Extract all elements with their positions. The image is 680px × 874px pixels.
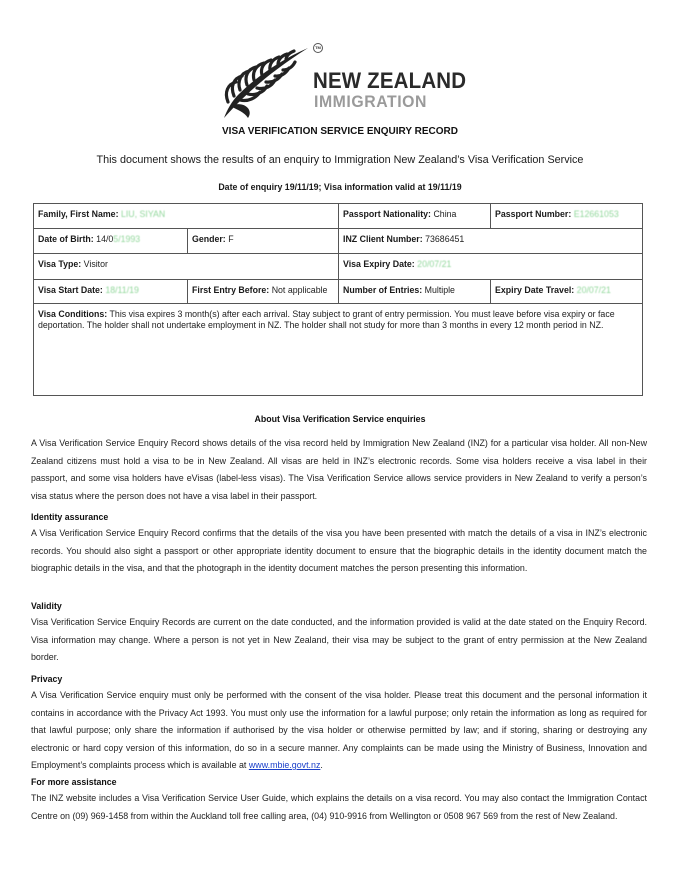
number-of-entries-cell (339, 280, 491, 304)
visa-start-date-cell (34, 280, 188, 304)
first-entry-before-value: Not applicable (271, 285, 328, 295)
visa-expiry-date-value: 20/07/21 (417, 259, 452, 269)
visa-conditions-value: This visa expires 3 month(s) after each arrival. Stay subject to grant of entry permission. You must leave before visa expiry or face deportation. The holder shall not undertake employment in NZ. The holder shall not study for more than 3 months in every 12 month period in NZ. (38, 309, 615, 330)
visa-type-label: Visa Type: (38, 259, 82, 269)
family-first-name-label: Family, First Name: (38, 209, 119, 219)
identity-assurance-heading: Identity assurance (31, 512, 109, 522)
visa-type-value: Visitor (83, 259, 108, 269)
passport-nationality-cell (339, 204, 491, 229)
visa-conditions-label: Visa Conditions: (38, 309, 108, 319)
about-intro-paragraph: A Visa Verification Service Enquiry Record shows details of the visa record held by Immigration New Zealand (INZ) for a particular visa holder. All non-New Zealand citizens must hold a visa to be in New Zealand. All visas are held in INZ’s electronic records. Some visa holders receive a visa label in their passport, and some visa holders have eVisas (label-less visas). The Visa Verification Service allows service providers in New Zealand to verify a person’s visa status where the person does not have a visa label in their passport. (31, 438, 647, 501)
first-entry-before-cell (188, 280, 339, 304)
privacy-heading: Privacy (31, 674, 63, 684)
mbie-link[interactable]: www.mbie.govt.nz (248, 760, 321, 770)
number-of-entries-label: Number of Entries: (343, 285, 423, 295)
number-of-entries-value: Multiple (424, 285, 455, 295)
family-first-name-value: LIU, SIYAN (120, 209, 166, 219)
visa-record-table (33, 203, 643, 396)
privacy-text: A Visa Verification Service enquiry must only be performed with the consent of the visa holder. Please treat this document and the personal information it contains in accordance with the Privacy Act 1993. You must only use the information for a lawful purpose; only retain the information as long as required for that lawful purpose; only share the information if authorised by the visa holder or otherwise permitted by law; and if storing, sharing or destroying any electronic or hard copy version of this information, do so in a secure manner. Any complaints can be made using the Ministry of Business, Innovation and Employment’s complaints process which is available at (31, 690, 647, 770)
inz-client-number-value: 73686451 (425, 234, 465, 244)
passport-number-cell (491, 204, 642, 229)
visa-conditions-cell (34, 304, 642, 395)
visa-type-cell (34, 254, 339, 280)
inz-client-number-cell (339, 229, 642, 254)
inz-client-number-label: INZ Client Number: (343, 234, 423, 244)
expiry-date-travel-value: 20/07/21 (576, 285, 611, 295)
passport-number-value: E12661053 (573, 209, 619, 219)
gender-cell (188, 229, 339, 254)
logo-line-new-zealand: NEW ZEALAND (313, 68, 467, 93)
date-of-birth-value-redacted: 5/1993 (113, 234, 141, 244)
identity-assurance-paragraph: A Visa Verification Service Enquiry Record confirms that the details of the visa you have been presented with match the details of a visa in INZ’s electronic records. You should also sight a passport or other appropriate identity document to ensure that the biographic details in the identity document match the biographic details in the visa, and that the photograph in the identity document matches the person presenting this information. (31, 528, 647, 573)
family-first-name-cell (34, 204, 339, 229)
visa-expiry-date-label: Visa Expiry Date: (343, 259, 415, 269)
more-assistance-heading: For more assistance (31, 777, 117, 787)
date-of-birth-label: Date of Birth: (38, 234, 94, 244)
validity-heading: Validity (31, 601, 62, 611)
date-of-birth-value: 14/0 (96, 234, 114, 244)
document-title: VISA VERIFICATION SERVICE ENQUIRY RECORD (222, 126, 458, 137)
gender-label: Gender: (192, 234, 226, 244)
visa-expiry-date-cell (339, 254, 642, 280)
document-subtitle: This document shows the results of an enquiry to Immigration New Zealand’s Visa Verification Service (96, 154, 584, 166)
more-assistance-paragraph: The INZ website includes a Visa Verification Service User Guide, which explains the details on a visa record. You may also contact the Immigration Contact Centre on (09) 969-1458 from within the Auckland toll free calling area, (04) 910-9916 from Wellington or 0508 967 569 from the rest of New Zealand. (31, 793, 647, 821)
trademark-symbol: TM (313, 43, 323, 53)
validity-paragraph: Visa Verification Service Enquiry Records are current on the date conducted, and the information provided is valid at the date stated on the Enquiry Record. Visa information may change. Where a person is not yet in New Zealand, their visa may be subject to the grant of entry permission at the New Zealand border. (31, 617, 647, 662)
first-entry-before-label: First Entry Before: (192, 285, 270, 295)
passport-nationality-value: China (433, 209, 457, 219)
nz-immigration-logo (220, 40, 465, 120)
privacy-paragraph (31, 687, 647, 775)
privacy-text-end: . (320, 760, 323, 770)
visa-start-date-value: 18/11/19 (105, 285, 139, 295)
about-heading: About Visa Verification Service enquiries (254, 414, 426, 424)
expiry-date-travel-label: Expiry Date Travel: (495, 285, 575, 295)
gender-value: F (228, 234, 234, 244)
enquiry-date: Date of enquiry 19/11/19; Visa information valid at 19/11/19 (218, 182, 462, 192)
visa-start-date-label: Visa Start Date: (38, 285, 103, 295)
logo-line-immigration: IMMIGRATION (314, 92, 427, 111)
silver-fern-icon (220, 40, 320, 120)
passport-nationality-label: Passport Nationality: (343, 209, 431, 219)
passport-number-label: Passport Number: (495, 209, 572, 219)
date-of-birth-cell (34, 229, 188, 254)
expiry-date-travel-cell (491, 280, 642, 304)
